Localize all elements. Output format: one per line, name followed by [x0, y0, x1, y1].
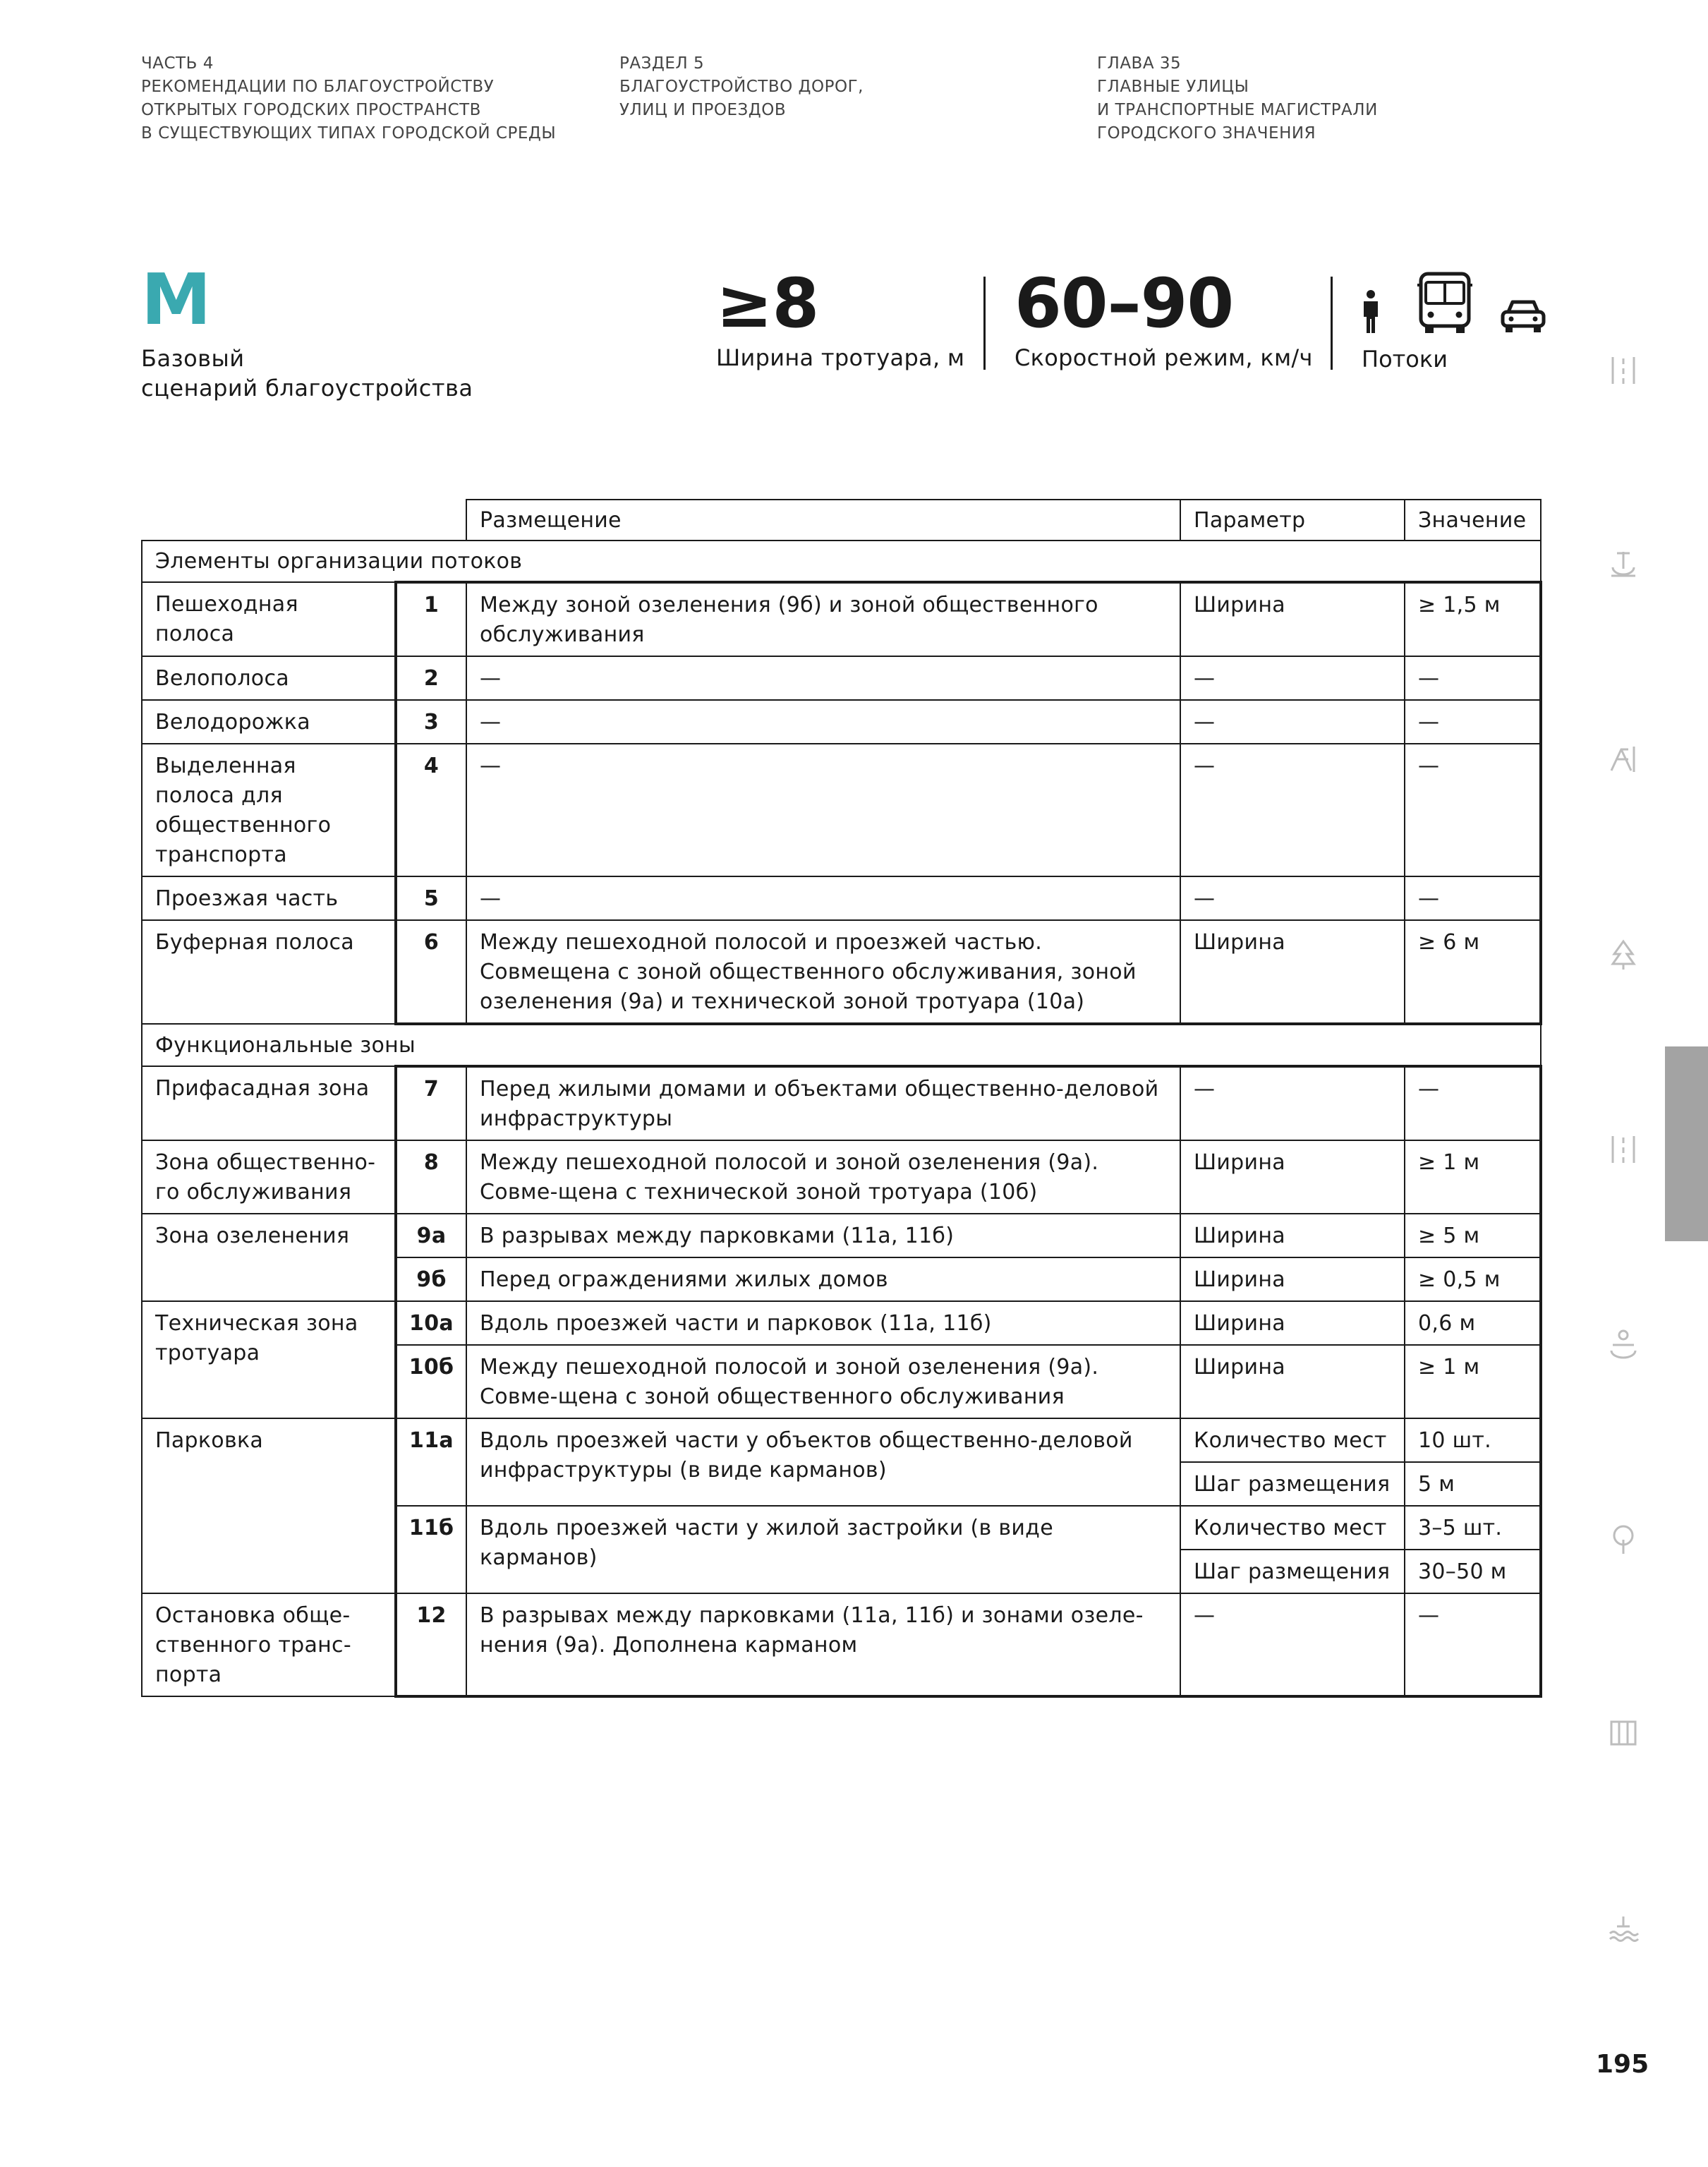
row-number: 9а [396, 1214, 466, 1257]
row-number: 4 [396, 744, 466, 876]
row-number: 8 [396, 1140, 466, 1214]
row-parameter: — [1180, 1066, 1405, 1140]
row-placement: Между зоной озеленения (9б) и зоной общественного обслуживания [466, 582, 1180, 656]
running-header-section [619, 52, 864, 122]
row-parameter: Ширина [1180, 1214, 1405, 1257]
row-placement: Перед жилыми домами и объектами общественно-деловой инфраструктуры [466, 1066, 1180, 1140]
row-value: — [1405, 656, 1541, 700]
row-number: 5 [396, 876, 466, 920]
header-line: В СУЩЕСТВУЮЩИХ ТИПАХ ГОРОДСКОЙ СРЕДЫ [141, 124, 557, 143]
row-value: ≥ 0,5 м [1405, 1257, 1541, 1301]
road-section-icon[interactable] [1607, 1133, 1640, 1166]
row-parameter: Ширина [1180, 1345, 1405, 1418]
tree-round-icon[interactable] [1607, 1523, 1640, 1555]
bench-icon[interactable] [1607, 1328, 1640, 1360]
row-value: ≥ 5 м [1405, 1214, 1541, 1257]
scenario-caption-line: Базовый [141, 345, 245, 372]
row-name: Велодорожка [142, 700, 396, 744]
sidewalk-width-value: ≥8 [716, 264, 819, 343]
row-parameter: Шаг размещения [1180, 1462, 1405, 1506]
row-number: 7 [396, 1066, 466, 1140]
row-value: 5 м [1405, 1462, 1541, 1506]
page-number: 195 [1596, 2050, 1649, 2079]
row-value: 3–5 шт. [1405, 1506, 1541, 1550]
row-parameter: — [1180, 744, 1405, 876]
row-name: Зона общественно-го обслуживания [142, 1140, 396, 1214]
row-number: 12 [396, 1593, 466, 1696]
speed-label: Скоростной режим, км/ч [1014, 344, 1313, 371]
fence-icon[interactable] [1607, 1716, 1640, 1749]
row-placement: — [466, 656, 1180, 700]
row-number: 11б [396, 1506, 466, 1593]
scenario-letter: М [141, 258, 212, 341]
row-placement: Между пешеходной полосой и проезжей частью. Совмещена с зоной общественного обслуживания, зоной озеленения (9а) и технической зоной тротуара (10а) [466, 920, 1180, 1024]
bollard-icon[interactable] [1607, 548, 1640, 580]
metric-divider [1331, 277, 1333, 370]
row-number: 10б [396, 1345, 466, 1418]
running-header-part [141, 52, 556, 145]
row-number: 2 [396, 656, 466, 700]
table-row [142, 1418, 1541, 1462]
row-placement: Вдоль проезжей части у жилой застройки (в виде карманов) [466, 1506, 1180, 1593]
row-number: 3 [396, 700, 466, 744]
header-line: УЛИЦ И ПРОЕЗДОВ [619, 101, 787, 119]
row-parameter: — [1180, 700, 1405, 744]
row-parameter: Количество мест [1180, 1418, 1405, 1462]
table-row [142, 1140, 1541, 1214]
scenario-caption-line: сценарий благоустройства [141, 375, 473, 402]
flows-label: Потоки [1362, 346, 1448, 373]
header-parameter: Параметр [1180, 500, 1405, 541]
row-name: Выделенная полоса для общественного транспорта [142, 744, 396, 876]
row-placement: В разрывах между парковками (11а, 11б) и зонами озеле-нения (9а). Дополнена карманом [466, 1593, 1180, 1696]
row-value: ≥ 1,5 м [1405, 582, 1541, 656]
table-header-row [142, 500, 1541, 541]
row-parameter: Ширина [1180, 1140, 1405, 1214]
section-title-flows: Элементы организации потоков [142, 541, 1541, 582]
bicycle-icon[interactable] [1607, 742, 1640, 775]
table-row [142, 582, 1541, 656]
row-value: ≥ 1 м [1405, 1140, 1541, 1214]
row-parameter: — [1180, 656, 1405, 700]
row-placement: Между пешеходной полосой и зоной озеленения (9а). Совме-щена с технической зоной тротуара (10б) [466, 1140, 1180, 1214]
table-row [142, 1066, 1541, 1140]
pedestrian-icon [1359, 289, 1383, 334]
row-parameter: Количество мест [1180, 1506, 1405, 1550]
row-number: 9б [396, 1257, 466, 1301]
header-placement: Размещение [466, 500, 1180, 541]
section-row [142, 541, 1541, 582]
speed-value: 60–90 [1014, 264, 1234, 343]
row-parameter: Ширина [1180, 1257, 1405, 1301]
section-title-zones: Функциональные зоны [142, 1024, 1541, 1066]
chapter-tab-active[interactable] [1665, 1046, 1708, 1241]
table-row [142, 744, 1541, 876]
running-header-chapter [1097, 52, 1378, 145]
row-name: Остановка обще-ственного транс-порта [142, 1593, 396, 1696]
row-placement: — [466, 876, 1180, 920]
row-value: — [1405, 1066, 1541, 1140]
metric-divider [983, 277, 986, 370]
table-row [142, 1214, 1541, 1257]
speed-metric [1014, 264, 1313, 373]
road-section-icon[interactable] [1607, 354, 1640, 387]
row-value: 0,6 м [1405, 1301, 1541, 1345]
row-placement: — [466, 700, 1180, 744]
row-value: ≥ 1 м [1405, 1345, 1541, 1418]
row-value: — [1405, 876, 1541, 920]
row-value: 30–50 м [1405, 1550, 1541, 1593]
header-value: Значение [1405, 500, 1541, 541]
row-placement: — [466, 744, 1180, 876]
row-name: Пешеходная полоса [142, 582, 396, 656]
parameters-table [141, 499, 1542, 1698]
row-name: Проезжая часть [142, 876, 396, 920]
row-placement: Вдоль проезжей части у объектов общественно-деловой инфраструктуры (в виде карманов) [466, 1418, 1180, 1506]
row-parameter: Ширина [1180, 1301, 1405, 1345]
row-name: Прифасадная зона [142, 1066, 396, 1140]
sidewalk-width-metric [716, 264, 965, 373]
row-name: Техническая зона тротуара [142, 1301, 396, 1418]
row-placement: В разрывах между парковками (11а, 11б) [466, 1214, 1180, 1257]
header-line: БЛАГОУСТРОЙСТВО ДОРОГ, [619, 78, 864, 96]
row-parameter: Шаг размещения [1180, 1550, 1405, 1593]
table-row [142, 700, 1541, 744]
header-line: РАЗДЕЛ 5 [619, 54, 705, 73]
row-placement: Перед ограждениями жилых домов [466, 1257, 1180, 1301]
row-value: — [1405, 1593, 1541, 1696]
section-row [142, 1024, 1541, 1066]
row-name: Велополоса [142, 656, 396, 700]
header-line: ЧАСТЬ 4 [141, 54, 214, 73]
table-row [142, 1593, 1541, 1696]
header-line: РЕКОМЕНДАЦИИ ПО БЛАГОУСТРОЙСТВУ [141, 78, 495, 96]
row-value: — [1405, 744, 1541, 876]
table-row [142, 876, 1541, 920]
row-name: Буферная полоса [142, 920, 396, 1024]
header-line: ГЛАВНЫЕ УЛИЦЫ [1097, 78, 1249, 96]
sidewalk-width-label: Ширина тротуара, м [716, 344, 965, 371]
header-line: И ТРАНСПОРТНЫЕ МАГИСТРАЛИ [1097, 101, 1378, 119]
row-placement: Между пешеходной полосой и зоной озеленения (9а). Совме-щена с зоной общественного обслуживания [466, 1345, 1180, 1418]
row-parameter: — [1180, 876, 1405, 920]
scenario-caption [141, 344, 473, 403]
row-value: ≥ 6 м [1405, 920, 1541, 1024]
tree-icon[interactable] [1607, 938, 1640, 971]
row-number: 6 [396, 920, 466, 1024]
row-number: 10а [396, 1301, 466, 1345]
table-row [142, 1301, 1541, 1345]
row-number: 1 [396, 582, 466, 656]
row-value: — [1405, 700, 1541, 744]
bus-icon [1417, 271, 1473, 336]
row-parameter: Ширина [1180, 582, 1405, 656]
row-number: 11а [396, 1418, 466, 1506]
header-line: ОТКРЫТЫХ ГОРОДСКИХ ПРОСТРАНСТВ [141, 101, 481, 119]
row-parameter: Ширина [1180, 920, 1405, 1024]
car-icon [1500, 298, 1546, 334]
row-name: Зона озеленения [142, 1214, 396, 1301]
table-header-blank [142, 500, 466, 541]
row-placement: Вдоль проезжей части и парковок (11а, 11б) [466, 1301, 1180, 1345]
row-parameter: — [1180, 1593, 1405, 1696]
water-icon[interactable] [1607, 1911, 1640, 1943]
table-row [142, 920, 1541, 1024]
header-line: ГЛАВА 35 [1097, 54, 1182, 73]
row-name: Парковка [142, 1418, 396, 1593]
row-value: 10 шт. [1405, 1418, 1541, 1462]
header-line: ГОРОДСКОГО ЗНАЧЕНИЯ [1097, 124, 1316, 143]
table-row [142, 656, 1541, 700]
